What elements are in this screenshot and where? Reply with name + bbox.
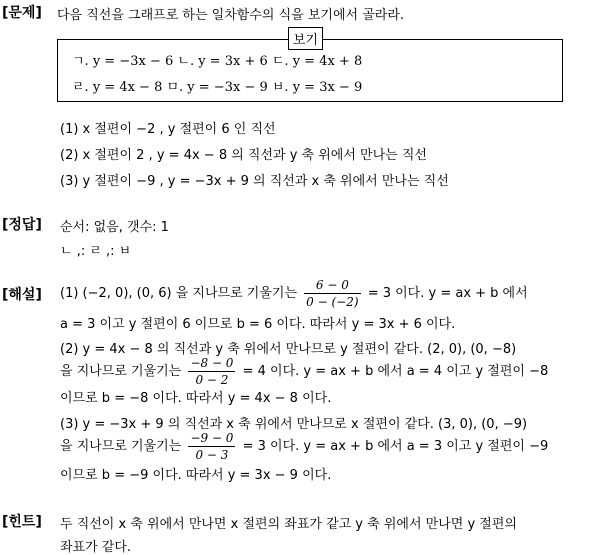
- solution-3-line-b: [60, 430, 548, 463]
- hint-line-2: 좌표가 같다.: [60, 540, 132, 555]
- question-3: (3) y 절편이 −9 , y = −3x + 9 의 직선과 x 축 위에서 만나는 직선: [60, 174, 449, 189]
- solution-3-text-c: = 3 이다. y = ax + b 에서 a = 3 이고 y 절편이 −9: [242, 439, 549, 454]
- solution-2-line-b: [60, 355, 548, 388]
- slope-1-numerator: 6 − 0: [304, 277, 360, 294]
- slope-fraction-2: [188, 355, 235, 388]
- solution-1-text-b: = 3 이다. y = ax + b 에서: [367, 286, 528, 301]
- solution-3-line-a: (3) y = −3x + 9 의 직선과 x 축 위에서 만나므로 x 절편이 같다. (3, 0), (0, −9): [60, 417, 528, 432]
- problem-tag: [문제]: [2, 5, 42, 21]
- problem-prompt: 다음 직선을 그래프로 하는 일차함수의 식을 보기에서 골라라.: [57, 8, 405, 23]
- answer-meta: 순서: 없음, 갯수: 1: [60, 220, 169, 235]
- answer-tag: [정답]: [2, 217, 42, 233]
- options-box-title: 보기: [288, 27, 323, 50]
- options-row-1: ㄱ. y = −3x − 6 ㄴ. y = 3x + 6 ㄷ. y = 4x + 8: [72, 54, 363, 69]
- solution-1-text-a: (1) (−2, 0), (0, 6) 을 지나므로 기울기는: [60, 286, 298, 301]
- solution-2-text-b: 을 지나므로 기울기는: [60, 364, 182, 379]
- slope-2-denominator: 0 − 2: [195, 373, 229, 387]
- solution-1-line-c: a = 3 이고 y 절편이 6 이므로 b = 6 이다. 따라서 y = 3x + 6 이다.: [60, 317, 456, 332]
- slope-1-denominator: 0 − (−2): [306, 295, 359, 309]
- answer-value: ㄴ ,: ㄹ ,: ㅂ: [60, 244, 132, 259]
- solution-3-text-b: 을 지나므로 기울기는: [60, 439, 182, 454]
- options-row-2: ㄹ. y = 4x − 8 ㅁ. y = −3x − 9 ㅂ. y = 3x − 9: [72, 80, 363, 95]
- slope-3-denominator: 0 − 3: [195, 448, 229, 462]
- slope-fraction-1: [304, 277, 360, 310]
- slope-3-numerator: −9 − 0: [190, 431, 234, 445]
- solution-2-line-d: 이므로 b = −8 이다. 따라서 y = 4x − 8 이다.: [60, 391, 332, 406]
- solution-tag: [해설]: [2, 287, 42, 303]
- question-1: (1) x 절편이 −2 , y 절편이 6 인 직선: [60, 122, 276, 137]
- question-2: (2) x 절편이 2 , y = 4x − 8 의 직선과 y 축 위에서 만나는 직선: [60, 148, 427, 163]
- hint-line-1: 두 직선이 x 축 위에서 만나면 x 절편의 좌표가 같고 y 축 위에서 만나면 y 절편의: [60, 517, 517, 532]
- hint-tag: [힌트]: [2, 514, 42, 530]
- slope-fraction-3: [188, 430, 235, 463]
- solution-2-text-c: = 4 이다. y = ax + b 에서 a = 4 이고 y 절편이 −8: [242, 364, 549, 379]
- solution-1-line-a: [60, 277, 528, 310]
- slope-2-numerator: −8 − 0: [190, 356, 234, 370]
- solution-2-line-a: (2) y = 4x − 8 의 직선과 y 축 위에서 만나므로 y 절편이 같다. (2, 0), (0, −8): [60, 342, 517, 357]
- solution-3-line-d: 이므로 b = −9 이다. 따라서 y = 3x − 9 이다.: [60, 468, 332, 483]
